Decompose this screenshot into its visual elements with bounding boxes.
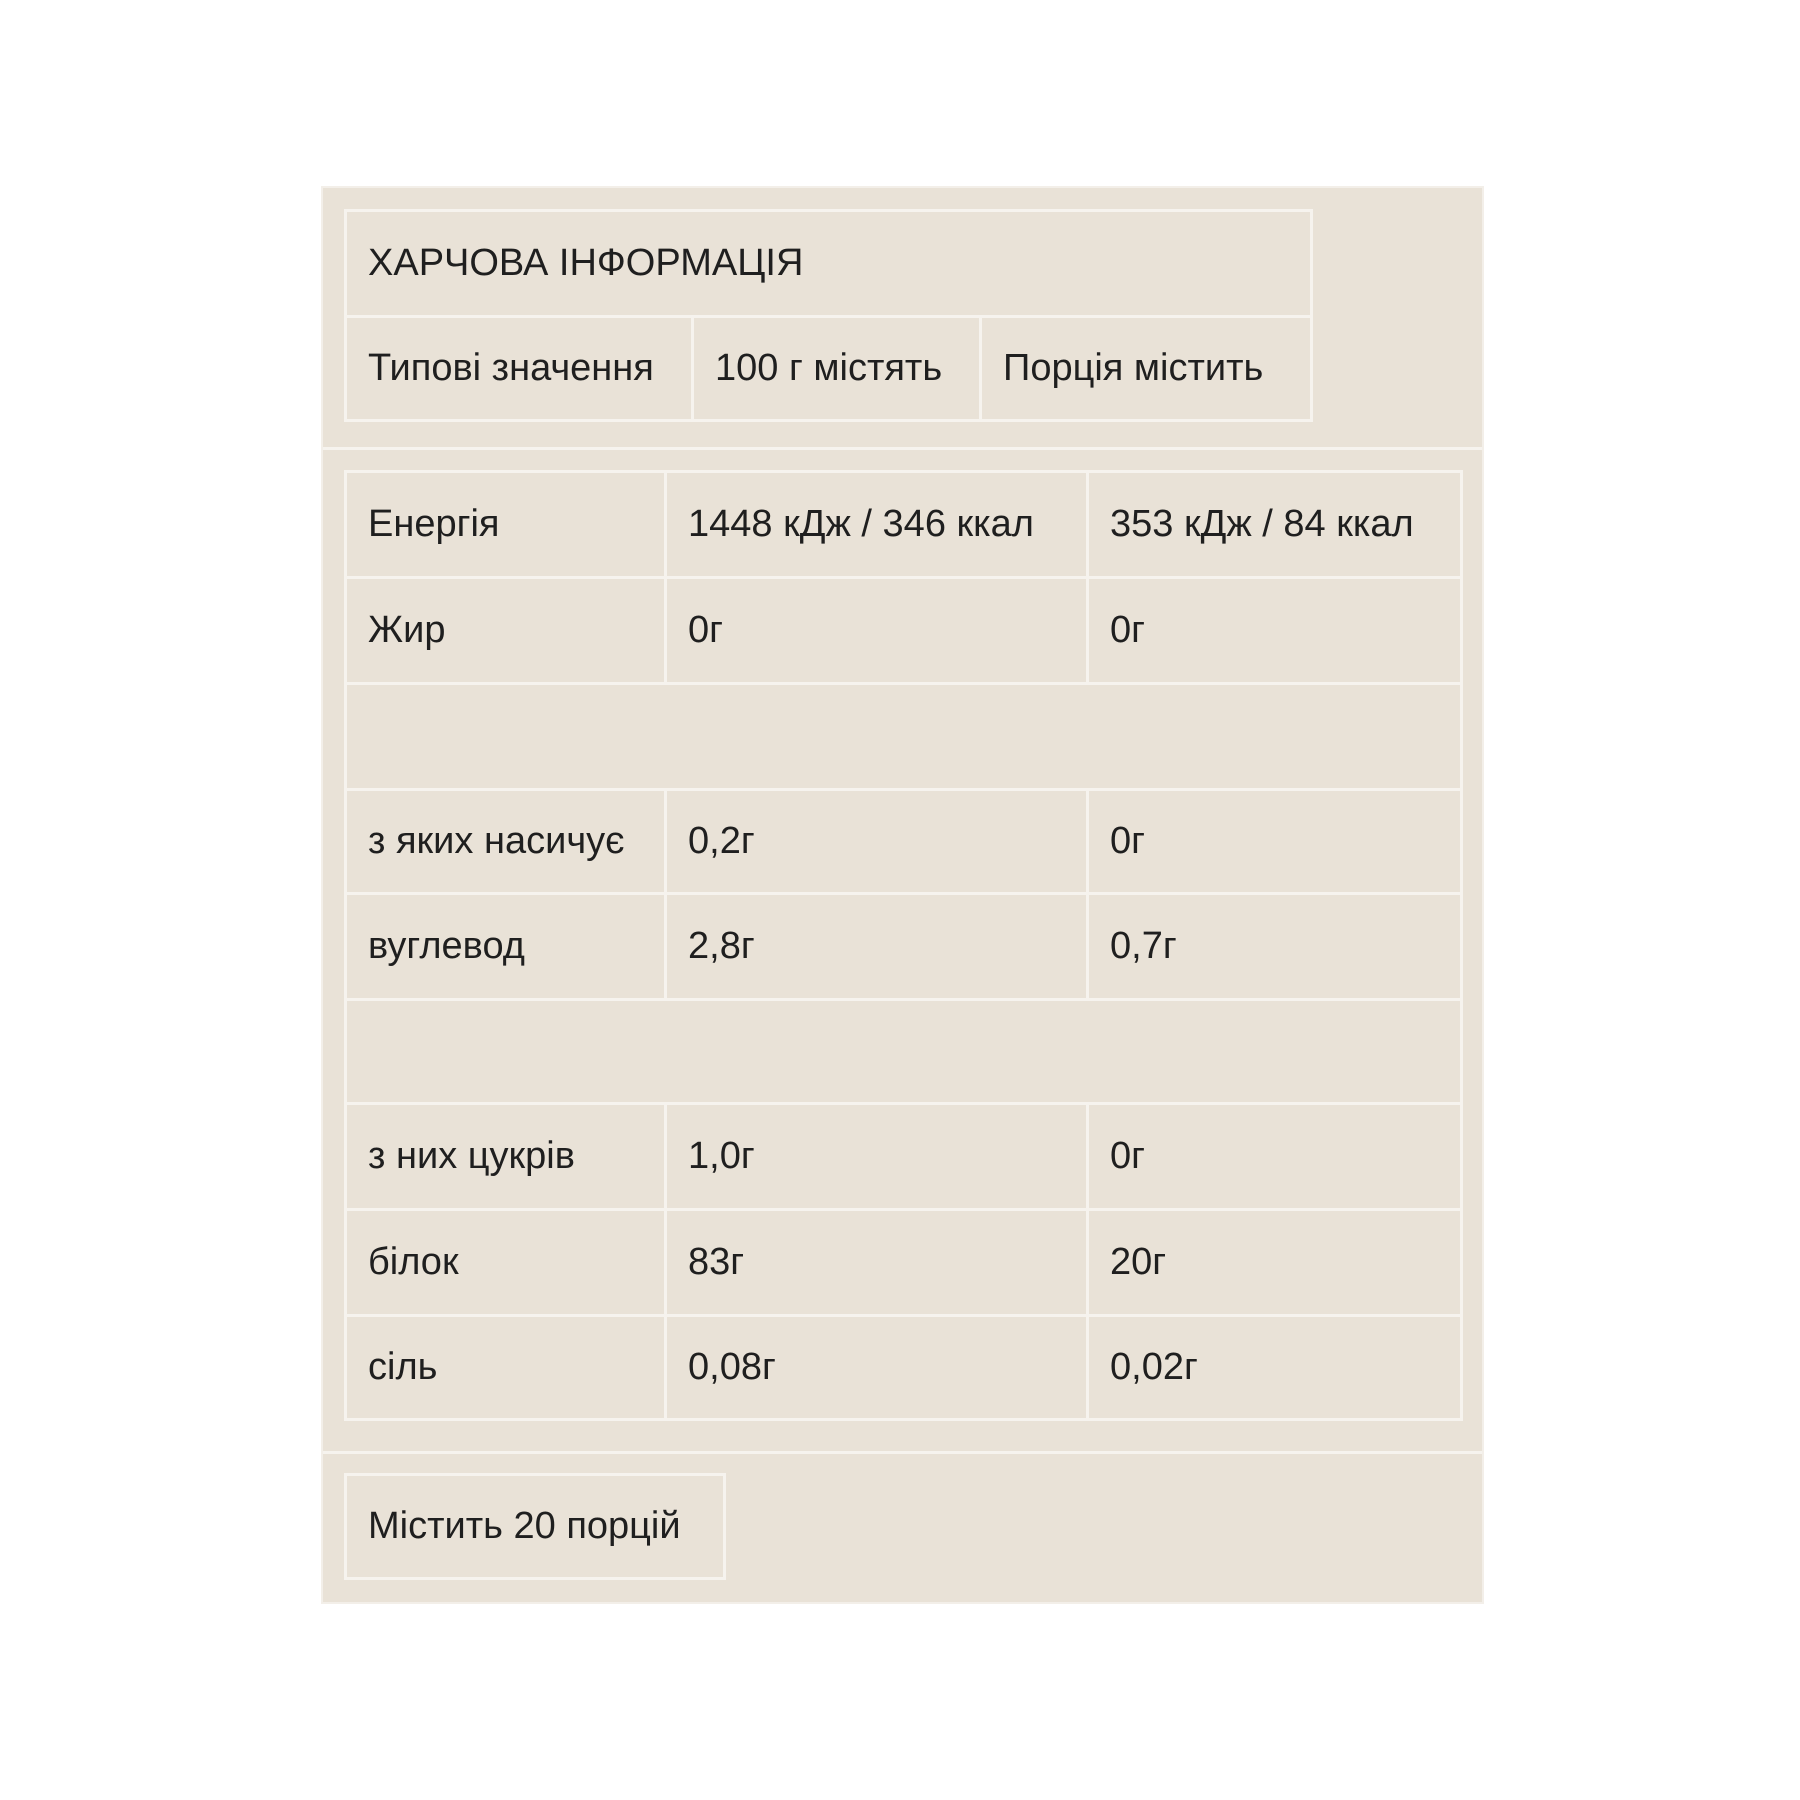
table-row-carbohydrate bbox=[346, 894, 1462, 1000]
nutrient-per-portion: 0г bbox=[1088, 578, 1462, 684]
footer-row bbox=[346, 1475, 725, 1579]
section-divider bbox=[323, 1451, 1482, 1454]
column-header-label: Типові значення bbox=[346, 317, 693, 421]
column-header-row bbox=[346, 317, 1312, 421]
empty-cell bbox=[346, 1000, 1462, 1104]
nutrient-per-portion: 20г bbox=[1088, 1210, 1462, 1316]
nutrition-values-table bbox=[344, 470, 1463, 1421]
nutrient-per-portion: 0,7г bbox=[1088, 894, 1462, 1000]
nutrient-per-portion: 0г bbox=[1088, 1104, 1462, 1210]
table-row-fat bbox=[346, 578, 1462, 684]
section-divider bbox=[323, 447, 1482, 450]
nutrition-header-table bbox=[344, 209, 1313, 422]
nutrient-label: з них цукрів bbox=[346, 1104, 666, 1210]
nutrient-label: білок bbox=[346, 1210, 666, 1316]
nutrient-per-portion: 353 кДж / 84 ккал bbox=[1088, 472, 1462, 578]
nutrient-per-portion: 0г bbox=[1088, 790, 1462, 894]
nutrient-label: Жир bbox=[346, 578, 666, 684]
nutrient-label: сіль bbox=[346, 1316, 666, 1420]
table-row-empty bbox=[346, 1000, 1462, 1104]
nutrient-per-portion: 0,02г bbox=[1088, 1316, 1462, 1420]
table-row-empty bbox=[346, 684, 1462, 790]
title-row bbox=[346, 211, 1312, 317]
table-row-salt bbox=[346, 1316, 1462, 1420]
column-header-per-portion: Порція містить bbox=[981, 317, 1312, 421]
empty-cell bbox=[346, 684, 1462, 790]
nutrition-title: ХАРЧОВА ІНФОРМАЦІЯ bbox=[346, 211, 1312, 317]
nutrient-label: з яких насичує bbox=[346, 790, 666, 894]
nutrient-per-100g: 0,08г bbox=[666, 1316, 1088, 1420]
table-row-energy bbox=[346, 472, 1462, 578]
nutrient-per-100g: 0г bbox=[666, 578, 1088, 684]
nutrient-label: Енергія bbox=[346, 472, 666, 578]
table-row-sugars bbox=[346, 1104, 1462, 1210]
table-row-protein bbox=[346, 1210, 1462, 1316]
servings-count: Містить 20 порцій bbox=[346, 1475, 725, 1579]
nutrition-info-panel bbox=[321, 186, 1484, 1604]
nutrient-per-100g: 83г bbox=[666, 1210, 1088, 1316]
nutrient-label: вуглевод bbox=[346, 894, 666, 1000]
nutrient-per-100g: 1,0г bbox=[666, 1104, 1088, 1210]
nutrient-per-100g: 0,2г bbox=[666, 790, 1088, 894]
servings-footer-table bbox=[344, 1473, 726, 1580]
nutrient-per-100g: 1448 кДж / 346 ккал bbox=[666, 472, 1088, 578]
column-header-per-100g: 100 г містять bbox=[693, 317, 981, 421]
table-row-saturates bbox=[346, 790, 1462, 894]
nutrient-per-100g: 2,8г bbox=[666, 894, 1088, 1000]
